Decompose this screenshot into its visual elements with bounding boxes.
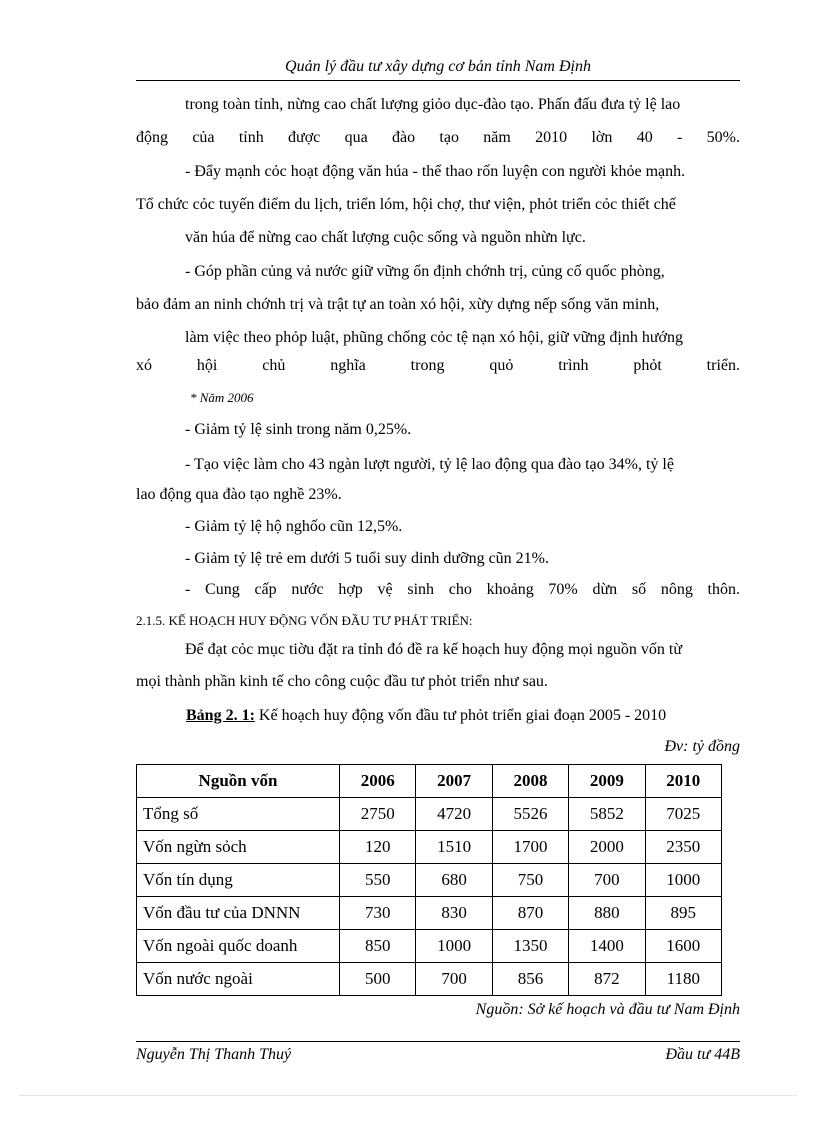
- table-caption-text: Kế hoạch huy động vốn đầu tư phỏt triển giai đoạn 2005 - 2010: [254, 707, 667, 724]
- column-header: 2010: [645, 765, 721, 798]
- row-label: Vốn nước ngoài: [137, 963, 340, 996]
- page-header-title: Quản lý đầu tư xây dựng cơ bản tỉnh Nam Định: [285, 58, 591, 75]
- table-source-note: Nguồn: Sở kế hoạch và đầu tư Nam Định: [475, 1001, 740, 1018]
- table-cell: 1000: [416, 930, 492, 963]
- table-cell: 2750: [340, 798, 416, 831]
- table-cell: 700: [416, 963, 492, 996]
- row-label: Vốn tín dụng: [137, 864, 340, 897]
- column-header: 2006: [340, 765, 416, 798]
- section-heading: 2.1.5. KẾ HOẠCH HUY ĐỘNG VỐN ĐẦU TƯ PHÁT TRIỂN:: [136, 613, 473, 628]
- paragraph-line: văn húa để nừng cao chất lượng cuộc sống và nguồn nhừn lực.: [185, 229, 586, 246]
- row-label: Tổng số: [137, 798, 340, 831]
- paragraph-line: bảo đảm an ninh chớnh trị và trật tự an toàn xó hội, xừy dựng nếp sống văn minh,: [136, 296, 660, 313]
- paragraph-line: trong toàn tỉnh, nừng cao chất lượng giỏo dục-đào tạo. Phấn đấu đưa tỷ lệ lao: [185, 96, 681, 113]
- table-header-row: [137, 765, 722, 798]
- page-edge-divider: [20, 1095, 796, 1096]
- row-label: Vốn ngoài quốc doanh: [137, 930, 340, 963]
- paragraph-line: Để đạt cỏc mục tiờu đặt ra tỉnh đó đề ra kế hoạch huy động mọi nguồn vốn từ: [185, 641, 683, 658]
- table-cell: 1600: [645, 930, 721, 963]
- year-subheading: * Năm 2006: [190, 390, 254, 405]
- column-header: Nguồn vốn: [137, 765, 340, 798]
- table-cell: 700: [569, 864, 645, 897]
- paragraph-line: - Giảm tỷ lệ trẻ em dưới 5 tuổi suy dinh dưỡng cũn 21%.: [185, 550, 549, 567]
- table-cell: 1400: [569, 930, 645, 963]
- table-cell: 856: [492, 963, 568, 996]
- footer-rule: [136, 1041, 740, 1042]
- paragraph-line: xó hội chủ nghĩa trong quỏ trình phỏt triển.: [136, 357, 740, 374]
- table-cell: 730: [340, 897, 416, 930]
- row-label: Vốn ngừn sỏch: [137, 831, 340, 864]
- table-cell: 830: [416, 897, 492, 930]
- column-header: 2008: [492, 765, 568, 798]
- row-label: Vốn đầu tư của DNNN: [137, 897, 340, 930]
- table-cell: 7025: [645, 798, 721, 831]
- table-cell: 1510: [416, 831, 492, 864]
- table-unit: Đv: tỷ đồng: [664, 738, 740, 755]
- paragraph-line: làm việc theo phỏp luật, phũng chống cỏc tệ nạn xó hội, giữ vững định hướng: [185, 329, 683, 346]
- table-cell: 850: [340, 930, 416, 963]
- table-cell: 872: [569, 963, 645, 996]
- paragraph-line: - Đẩy mạnh cỏc hoạt động văn húa - thể thao rốn luyện con người khỏe mạnh.: [185, 163, 686, 180]
- table-cell: 880: [569, 897, 645, 930]
- paragraph-line: lao động qua đào tạo nghề 23%.: [136, 486, 342, 503]
- table-row: [137, 864, 722, 897]
- paragraph-line: - Góp phần củng vả nước giữ vững ổn định chớnh trị, củng cố quốc phòng,: [185, 263, 665, 280]
- table-row: [137, 798, 722, 831]
- table-cell: 1700: [492, 831, 568, 864]
- table-cell: 550: [340, 864, 416, 897]
- table-cell: 5526: [492, 798, 568, 831]
- table-cell: 1180: [645, 963, 721, 996]
- table-row: [137, 963, 722, 996]
- table-cell: 2350: [645, 831, 721, 864]
- table-caption-label: Bảng 2. 1:: [186, 707, 255, 724]
- paragraph-line: động của tỉnh được qua đào tạo năm 2010 lờn 40 - 50%.: [136, 129, 740, 146]
- table-cell: 1000: [645, 864, 721, 897]
- column-header: 2007: [416, 765, 492, 798]
- table-cell: 2000: [569, 831, 645, 864]
- table-row: [137, 930, 722, 963]
- table-row: [137, 831, 722, 864]
- footer-author: Nguyễn Thị Thanh Thuý: [136, 1046, 292, 1063]
- table-cell: 120: [340, 831, 416, 864]
- paragraph-line: - Cung cấp nước hợp vệ sinh cho khoảng 70% dừn số nông thôn.: [185, 581, 740, 598]
- table-caption: [186, 706, 666, 726]
- table-cell: 895: [645, 897, 721, 930]
- column-header: 2009: [569, 765, 645, 798]
- paragraph-line: - Tạo việc làm cho 43 ngàn lượt người, tỷ lệ lao động qua đào tạo 34%, tỷ lệ: [185, 456, 674, 473]
- table-cell: 5852: [569, 798, 645, 831]
- table-cell: 680: [416, 864, 492, 897]
- table-cell: 1350: [492, 930, 568, 963]
- table-cell: 500: [340, 963, 416, 996]
- paragraph-line: mọi thành phần kinh tế cho công cuộc đầu tư phỏt triển như sau.: [136, 673, 548, 690]
- paragraph-line: - Giảm tỷ lệ sinh trong năm 0,25%.: [185, 421, 412, 438]
- table-row: [137, 897, 722, 930]
- table-cell: 750: [492, 864, 568, 897]
- table-cell: 4720: [416, 798, 492, 831]
- funding-table: [136, 764, 722, 996]
- table-cell: 870: [492, 897, 568, 930]
- paragraph-line: Tổ chức cỏc tuyến điểm du lịch, triển lóm, hội chợ, thư viện, phỏt triển cỏc thiết chế: [136, 196, 676, 213]
- footer-class: Đầu tư 44B: [665, 1046, 740, 1063]
- paragraph-line: - Giảm tỷ lệ hộ nghốo cũn 12,5%.: [185, 518, 403, 535]
- header-rule: [136, 80, 740, 81]
